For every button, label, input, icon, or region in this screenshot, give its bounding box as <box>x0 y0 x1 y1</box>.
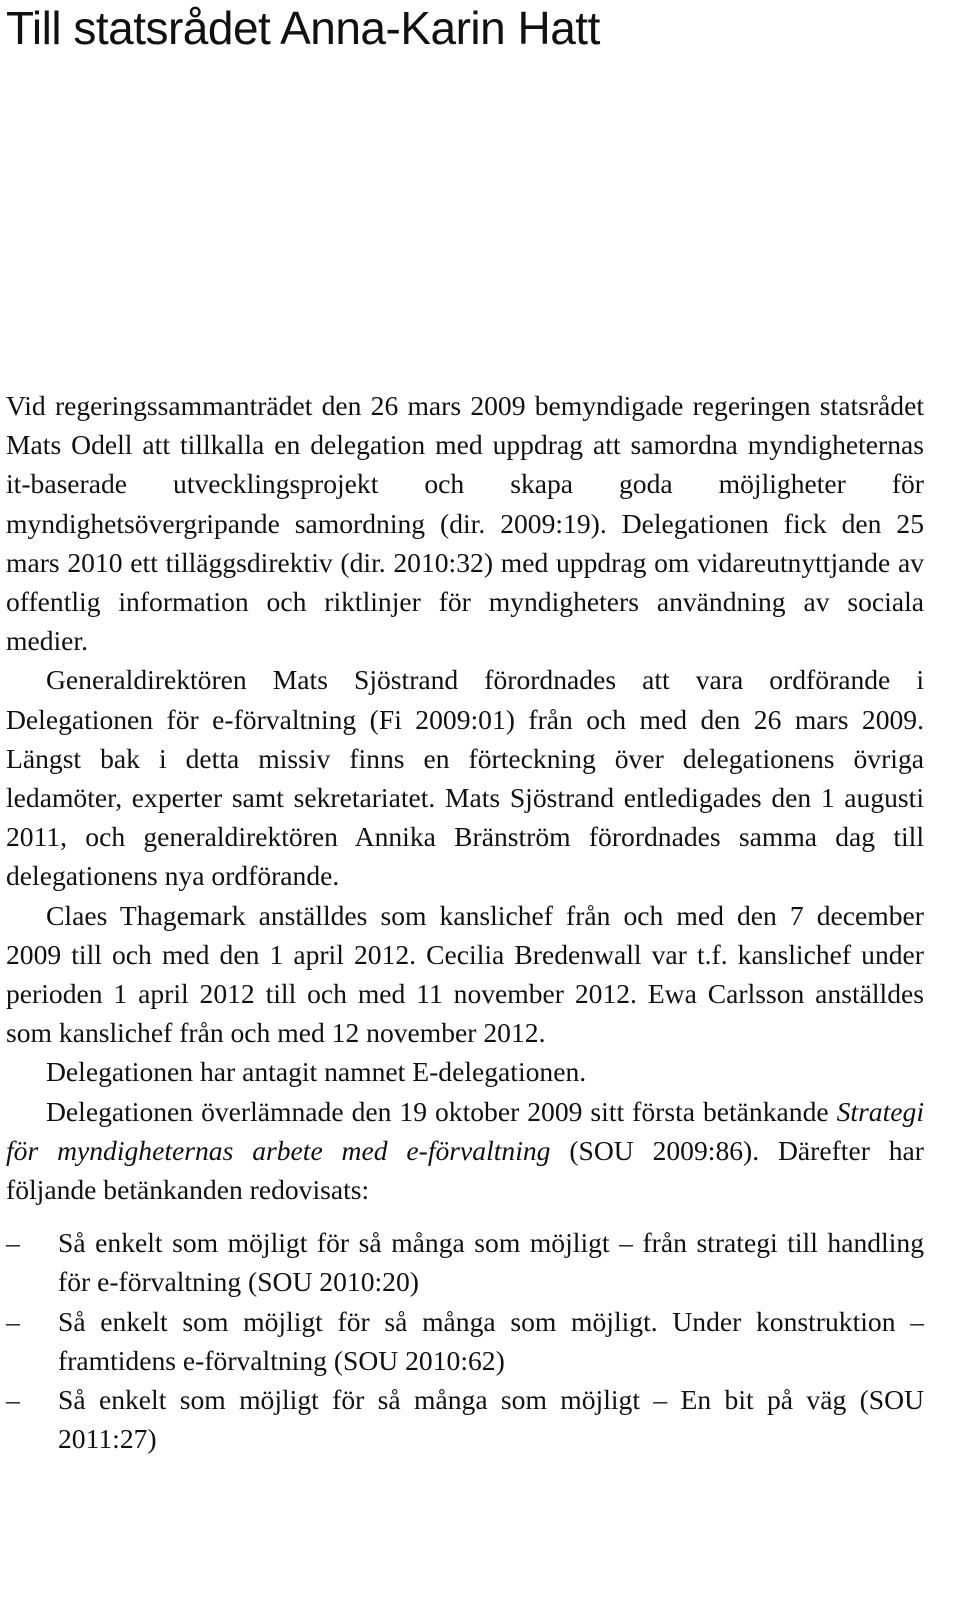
list-item <box>6 1380 924 1458</box>
dash-marker: – <box>6 1227 20 1259</box>
report-title-italic: Strategi för myndigheternas arbete med e-förvaltning <box>6 1095 924 1166</box>
paragraph-name: Delegationen har antagit namnet E-delegationen. <box>46 1056 587 1088</box>
paragraph-reports-text-before: Delegationen överlämnade den 19 oktober 2009 sitt första betänkande <box>46 1095 837 1127</box>
paragraph-chair: Generaldirektören Mats Sjöstrand förordnades att vara ordförande i Delegationen för e-förvaltning (Fi 2009:01) från och med den 26 mars 2009. Längst bak i detta missiv finns en förteckning över delegationens övriga ledamöter, experter samt sekretariatet. Mats Sjöstrand entledigades den 1 augusti 2011, och generaldirektören Annika Bränström förordnades samma dag till delegationens nya ordförande. <box>6 664 924 892</box>
dash-marker: – <box>6 1305 20 1337</box>
paragraph-reports <box>6 1092 924 1210</box>
paragraph-office-heads: Claes Thagemark anställdes som kanslichef från och med den 7 december 2009 till och med den 1 april 2012. Cecilia Bredenwall var t.f. kanslichef under perioden 1 april 2012 till och med 11 november 2012. Ewa Carlsson anställdes som kanslichef från och med 12 november 2012. <box>6 899 924 1049</box>
list-item <box>6 1302 924 1380</box>
list-item-text: Så enkelt som möjligt för så många som möjligt – från strategi till handling för e-förvaltning (SOU 2010:20) <box>58 1227 924 1298</box>
page-title: Till statsrådet Anna-Karin Hatt <box>6 2 600 54</box>
list-item <box>6 1223 924 1301</box>
paragraph-reports-text-after: (SOU 2009:86). Därefter har följande betänkanden redovisats: <box>6 1134 924 1206</box>
list-item-text: Så enkelt som möjligt för så många som möjligt – En bit på väg (SOU 2011:27) <box>58 1384 924 1455</box>
list-item-text: Så enkelt som möjligt för så många som möjligt. Under konstruktion – framtidens e-förvaltning (SOU 2010:62) <box>58 1305 924 1376</box>
paragraph-intro: Vid regeringssammanträdet den 26 mars 2009 bemyndigade regeringen statsrådet Mats Odell att tillkalla en delegation med uppdrag att samordna myndigheternas it-baserade utvecklingsprojekt och skapa goda möjligheter för myndighetsövergripande samordning (dir. 2009:19). Delegationen fick den 25 mars 2010 ett tilläggsdirektiv (dir. 2010:32) med uppdrag om vidareutnyttjande av offentlig information och riktlinjer för myndigheters användning av sociala medier. <box>6 390 924 657</box>
document-body <box>6 386 924 1458</box>
reports-list <box>6 1223 924 1458</box>
dash-marker: – <box>6 1384 20 1416</box>
